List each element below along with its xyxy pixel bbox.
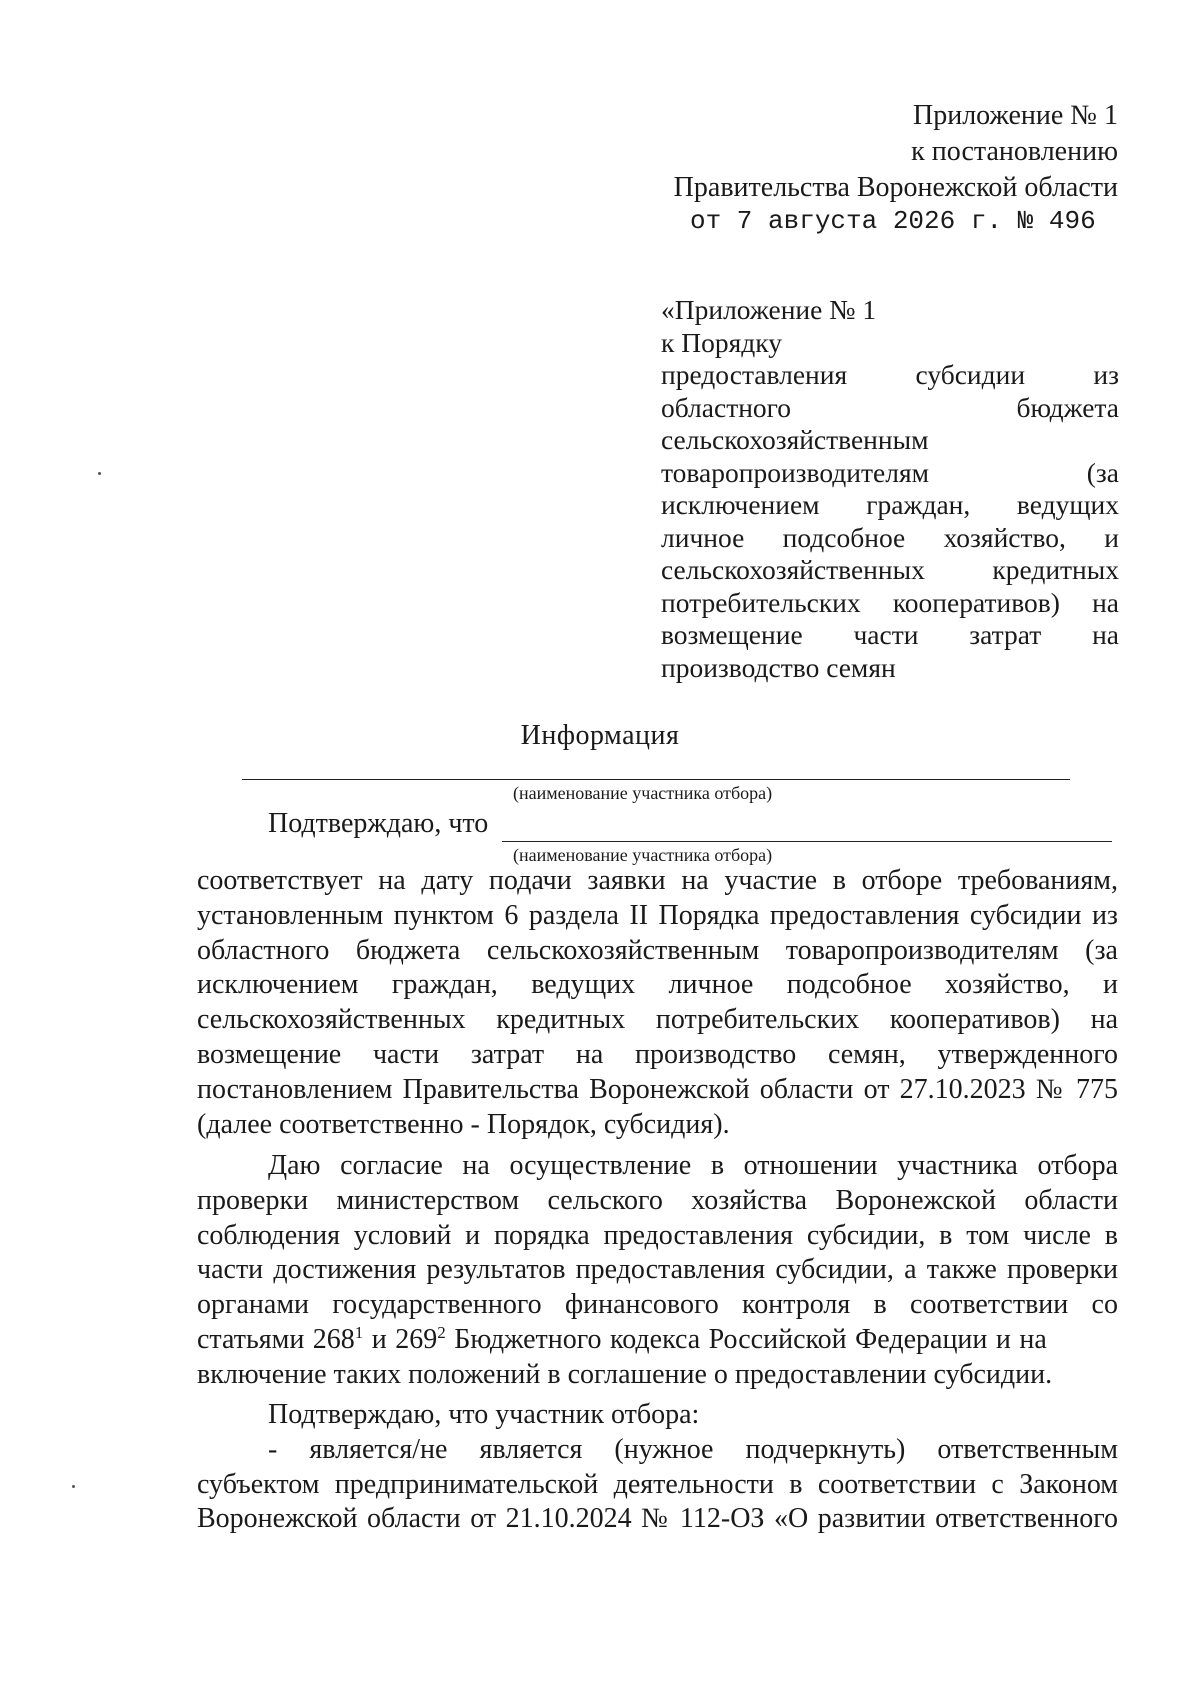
appendix-line: потребительских кооперативов) на	[661, 586, 1119, 618]
paragraph-consent	[197, 1149, 1118, 1393]
document-title: Информация	[520, 720, 680, 751]
appendix-line: исключением граждан, ведущих	[661, 489, 1119, 520]
paragraph-compliance	[197, 864, 1118, 1142]
participant-name-caption: (наименование участника отбора)	[513, 845, 773, 865]
text-line: Воронежской области от 21.10.2024 № 112-ОЗ «О развитии ответственного	[197, 1503, 1118, 1535]
text-line: (далее соответственно - Порядок, субсидия).	[197, 1108, 730, 1140]
text-line: проверки министерством сельского хозяйства Воронежской области	[197, 1184, 1118, 1216]
text-line: части достижения результатов предоставления субсидии, а также проверки	[197, 1254, 1118, 1286]
appendix-line: сельскохозяйственным	[661, 424, 929, 455]
scan-speck	[98, 472, 101, 475]
text-line: постановлением Правительства Воронежской области от 27.10.2023 № 775	[197, 1073, 1118, 1105]
participant-name-line	[242, 779, 1070, 780]
superscript: 1	[354, 1322, 364, 1342]
appendix-line: личное подсобное хозяйство, и	[661, 521, 1119, 553]
header-resolution-ref: к постановлению	[911, 136, 1118, 167]
text-line: Подтверждаю, что участник отбора:	[268, 1399, 700, 1430]
text-line: соответствует на дату подачи заявки на участие в отборе требованиям,	[197, 865, 1118, 896]
scan-speck	[72, 1485, 75, 1488]
appendix-line: к Порядку	[661, 326, 782, 358]
appendix-line: товаропроизводителям (за	[661, 456, 1119, 488]
superscript: 2	[437, 1322, 446, 1342]
appendix-line: предоставления субсидии из	[661, 359, 1119, 390]
appendix-line: производство семян	[661, 651, 896, 683]
text-line: Даю согласие на осуществление в отношении участника отбора	[268, 1150, 1118, 1181]
appendix-line: сельскохозяйственных кредитных	[661, 554, 1119, 585]
participant-name-line	[502, 841, 1112, 842]
text-line-with-superscripts	[197, 1323, 1118, 1358]
text-line: субъектом предпринимательской деятельности в соответствии с Законом	[197, 1468, 1118, 1500]
appendix-reference	[661, 294, 1119, 684]
text-line: органами государственного финансового контроля в соответствии со	[197, 1289, 1118, 1321]
text-line: соблюдения условий и порядка предоставления субсидии, в том числе в	[197, 1219, 1118, 1251]
text-fragment: Бюджетного кодекса Российской Федерации и на	[445, 1323, 1047, 1355]
header-date-stamp: от 7 августа 2026 г. № 496	[690, 206, 1096, 236]
appendix-line: областного бюджета	[661, 391, 1119, 423]
appendix-line: возмещение части затрат на	[661, 619, 1119, 650]
text-line: - является/не является (нужное подчеркнуть) ответственным	[268, 1433, 1118, 1465]
text-fragment: статьями 268	[197, 1323, 355, 1355]
resolution-header	[674, 98, 1118, 206]
text-line: установленным пунктом 6 раздела II Порядка предоставления субсидии из	[197, 899, 1118, 931]
text-line: областного бюджета сельскохозяйственным товаропроизводителям (за	[197, 934, 1118, 966]
paragraph-confirmation	[197, 1398, 1118, 1537]
text-line: возмещение части затрат на производство семян, утвержденного	[197, 1038, 1118, 1070]
text-line: исключением граждан, ведущих личное подсобное хозяйство, и	[197, 969, 1118, 1001]
text-fragment: и 269	[363, 1323, 438, 1355]
participant-name-caption: (наименование участника отбора)	[513, 783, 773, 803]
confirm-label: Подтверждаю, что	[268, 808, 489, 839]
appendix-line: «Приложение № 1	[661, 294, 877, 325]
text-line: сельскохозяйственных кредитных потребительских кооперативов) на	[197, 1004, 1118, 1036]
header-appendix-number: Приложение № 1	[913, 100, 1118, 131]
header-government: Правительства Воронежской области	[673, 172, 1118, 203]
text-line: включение таких положений в соглашение о предоставлении субсидии.	[197, 1358, 1053, 1390]
